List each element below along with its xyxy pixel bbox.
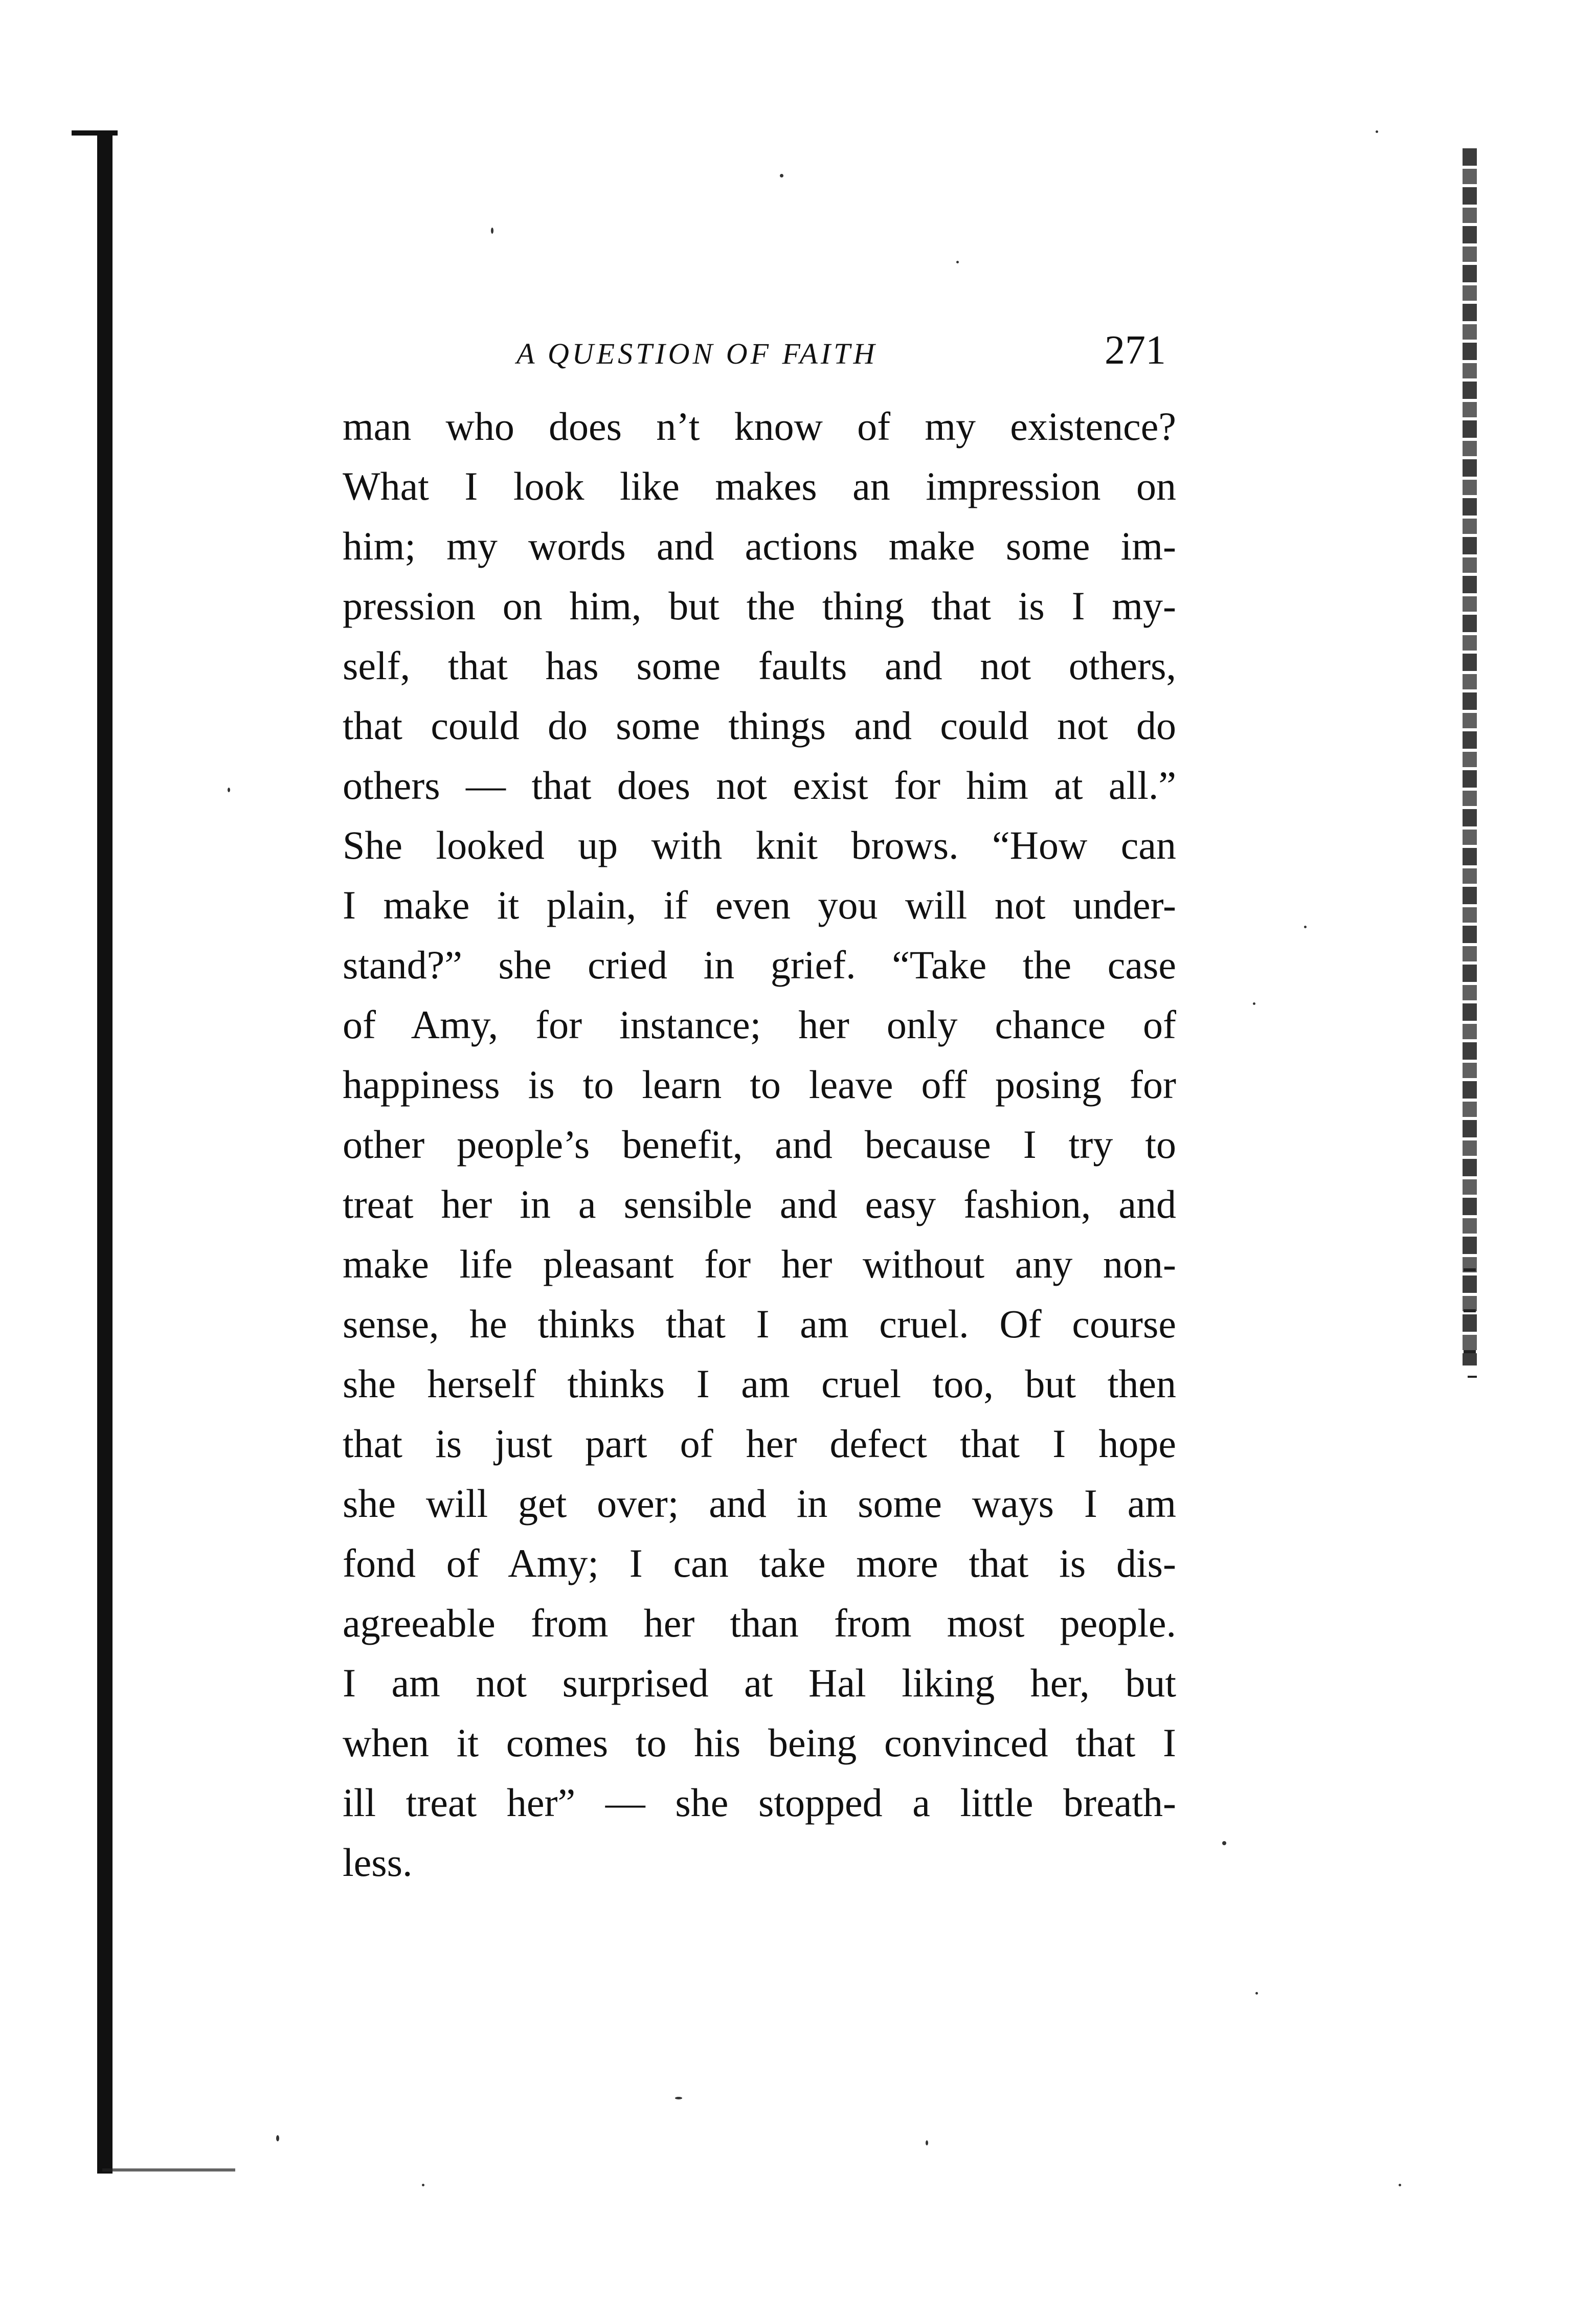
text-line: self, that has some faults and not others,: [343, 643, 1176, 688]
running-head: [516, 327, 1166, 384]
page-edge-strip: [1463, 148, 1477, 1365]
text-line: other people’s benefit, and because I try to: [343, 1122, 1176, 1167]
text-line: she will get over; and in some ways I am: [343, 1481, 1176, 1526]
text-line: make life pleasant for her without any non-: [343, 1242, 1176, 1286]
page-number: 271: [1105, 328, 1166, 373]
text-line: pression on him, but the thing that is I my-: [343, 584, 1176, 628]
text-line: fond of Amy; I can take more that is dis-: [343, 1541, 1176, 1585]
text-line: when it comes to his being convinced that I: [343, 1720, 1176, 1765]
text-line: agreeable from her than from most people.: [343, 1601, 1176, 1645]
text-line: that could do some things and could not do: [343, 703, 1176, 748]
page-edge-mark: [1464, 1350, 1476, 1353]
text-line: What I look like makes an impression on: [343, 464, 1176, 508]
scan-speck: [1253, 1002, 1255, 1005]
scan-speck: [228, 788, 230, 792]
text-line: others — that does not exist for him at all.”: [343, 763, 1176, 808]
text-line: I make it plain, if even you will not under-: [343, 883, 1176, 927]
text-line: I am not surprised at Hal liking her, but: [343, 1661, 1176, 1705]
scan-speck: [956, 261, 959, 263]
text-line: sense, he thinks that I am cruel. Of course: [343, 1302, 1176, 1346]
text-line: him; my words and actions make some im-: [343, 524, 1176, 568]
page-edge-mark: [1464, 1309, 1476, 1312]
text-line: she herself thinks I am cruel too, but then: [343, 1361, 1176, 1406]
text-line: less.: [343, 1840, 413, 1885]
scan-speck: [675, 2097, 682, 2099]
page-edge-mark: [1468, 1376, 1477, 1378]
scan-speck: [1222, 1841, 1226, 1845]
scan-speck: [1255, 1992, 1258, 1995]
scan-speck: [1376, 130, 1378, 133]
text-line: stand?” she cried in grief. “Take the case: [343, 943, 1176, 987]
scan-speck: [491, 228, 493, 234]
scan-speck: [1304, 926, 1307, 928]
body-text: [343, 396, 1176, 1892]
scan-speck: [780, 174, 783, 177]
scan-speck: [926, 2140, 928, 2145]
text-line: of Amy, for instance; her only chance of: [343, 1002, 1176, 1047]
text-line: that is just part of her defect that I hope: [343, 1421, 1176, 1466]
text-line: She looked up with knit brows. “How can: [343, 823, 1176, 867]
page-edge-mark: [1464, 1268, 1476, 1271]
scan-speck: [422, 2184, 424, 2186]
text-line: treat her in a sensible and easy fashion, and: [343, 1182, 1176, 1226]
running-title: A QUESTION OF FAITH: [516, 337, 878, 370]
scan-speck: [276, 2135, 279, 2141]
text-line: man who does n’t know of my existence?: [343, 404, 1176, 449]
text-line: ill treat her” — she stopped a little breath-: [343, 1780, 1176, 1825]
text-line: happiness is to learn to leave off posing for: [343, 1062, 1176, 1107]
scan-speck: [1399, 2184, 1401, 2186]
binding-edge-bottom: [102, 2168, 235, 2171]
binding-edge: [97, 130, 113, 2174]
